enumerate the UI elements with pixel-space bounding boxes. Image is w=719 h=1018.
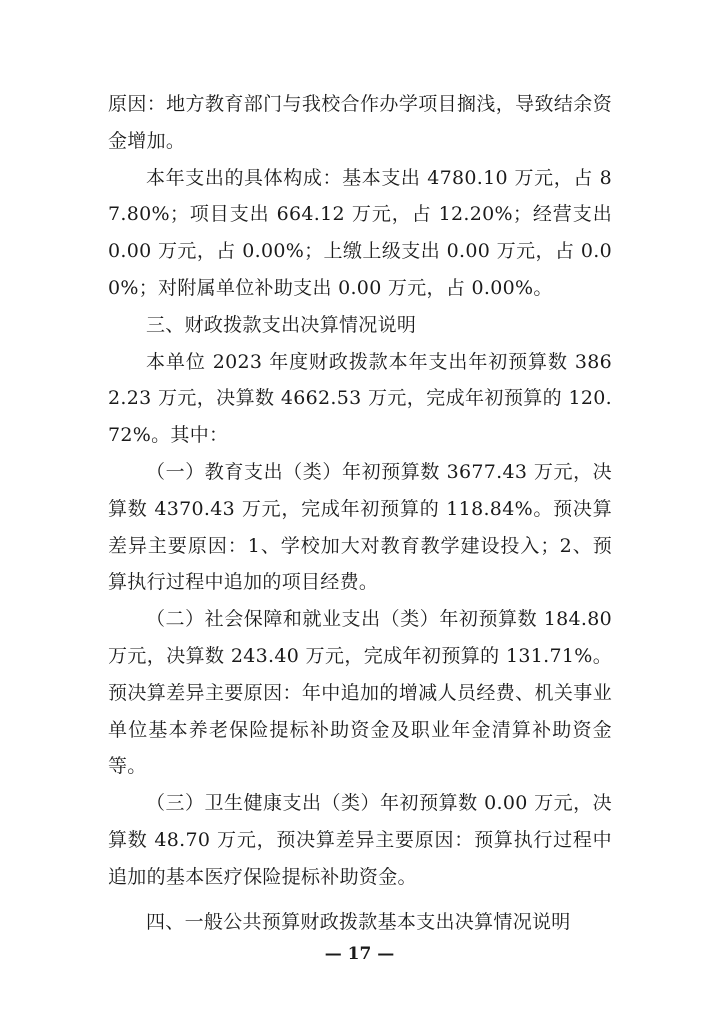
page-number: — 17 — [324, 944, 395, 964]
section-heading-4: 四、一般公共预算财政拨款基本支出决算情况说明 [146, 910, 571, 933]
paragraph-social-security-expenditure: （二）社会保障和就业支出（类）年初预算数 184.80 万元，决算数 243.40 万元，完成年初预算的 131.71%。预决算差异主要原因：年中追加的增减人员经费、机关事业单位基本养老保险提标补助资金及职业年金清算补助资金等。 [108, 608, 612, 778]
document-body [108, 86, 612, 940]
paragraph-education-expenditure: （一）教育支出（类）年初预算数 3677.43 万元，决算数 4370.43 万元，完成年初预算的 118.84%。预决算差异主要原因：1、学校加大对教育教学建设投入；2、预算执行过程中追加的项目经费。 [108, 460, 612, 594]
paragraph-health-expenditure: （三）卫生健康支出（类）年初预算数 0.00 万元，决算数 48.70 万元，预决算差异主要原因：预算执行过程中追加的基本医疗保险提标补助资金。 [108, 792, 612, 888]
paragraph-fiscal-summary: 本单位 2023 年度财政拨款本年支出年初预算数 3862.23 万元，决算数 4662.53 万元，完成年初预算的 120.72%。其中： [108, 350, 612, 447]
section-heading-3: 三、财政拨款支出决算情况说明 [146, 313, 417, 336]
paragraph-balance-reason: 原因：地方教育部门与我校合作办学项目搁浅，导致结余资金增加。 [108, 93, 612, 152]
paragraph-expenditure-composition: 本年支出的具体构成：基本支出 4780.10 万元，占 87.80%；项目支出 664.12 万元，占 12.20%；经营支出 0.00 万元，占 0.00%；上缴上级支出 0.00 万元，占 0.00%；对附属单位补助支出 0.00 万元，占 0.00%。 [108, 166, 612, 299]
